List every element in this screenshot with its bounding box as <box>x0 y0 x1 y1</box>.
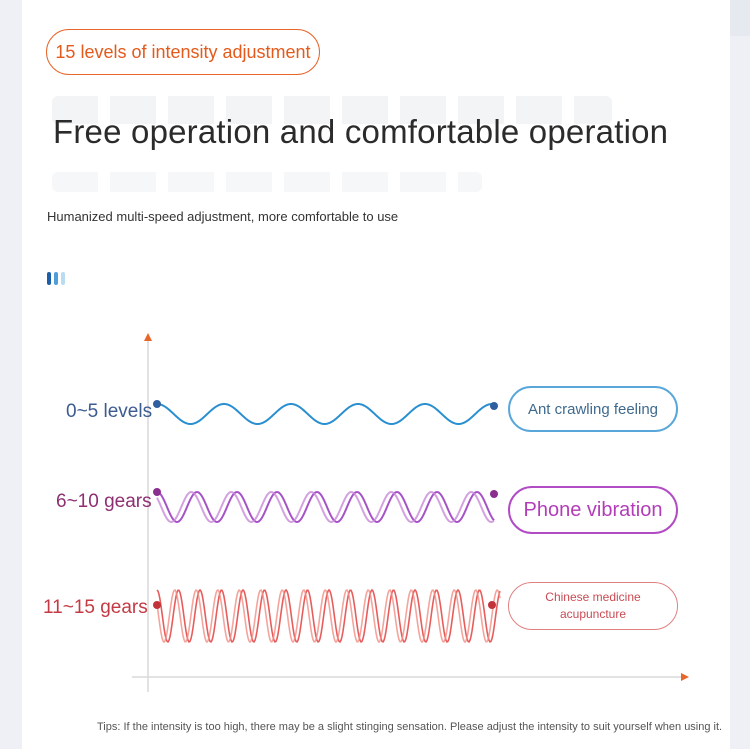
usage-tips: Tips: If the intensity is too high, there may be a slight stinging sensation. Please adjust the intensity to suit yourself when using it. <box>97 721 723 733</box>
wave-medium-end-dot <box>490 490 498 498</box>
feeling-pill-low-text: Ant crawling feeling <box>527 400 659 418</box>
feeling-pill-low <box>508 386 678 432</box>
feeling-pill-medium <box>508 486 678 534</box>
level-label-high: 11~15 gears <box>43 597 148 618</box>
page-title: Free operation and comfortable operation <box>53 113 669 150</box>
wave-high-end-dot <box>488 601 496 609</box>
wave-high-start-dot <box>153 601 161 609</box>
wave-medium-start-dot <box>153 488 161 496</box>
wave-low-line <box>157 404 494 424</box>
wave-low-intensity <box>157 404 494 424</box>
feeling-pill-high-line2: acupuncture <box>559 607 627 621</box>
feeling-pill-medium-text: Phone vibration <box>523 498 663 521</box>
level-label-low: 0~5 levels <box>66 401 153 422</box>
wave-high-intensity <box>157 590 500 642</box>
wave-low-end-dot <box>490 402 498 410</box>
page-subtitle: Humanized multi-speed adjustment, more comfortable to use <box>47 209 399 224</box>
wave-low-start-dot <box>153 400 161 408</box>
y-axis-arrow <box>144 333 152 341</box>
feeling-pill-high <box>508 582 678 630</box>
x-axis-arrow <box>681 673 689 681</box>
feeling-pill-high-line1: Chinese medicine <box>545 589 641 604</box>
wave-medium-intensity <box>157 492 494 522</box>
level-label-medium: 6~10 gears <box>56 491 152 512</box>
intensity-badge-label: 15 levels of intensity adjustment <box>55 41 311 62</box>
